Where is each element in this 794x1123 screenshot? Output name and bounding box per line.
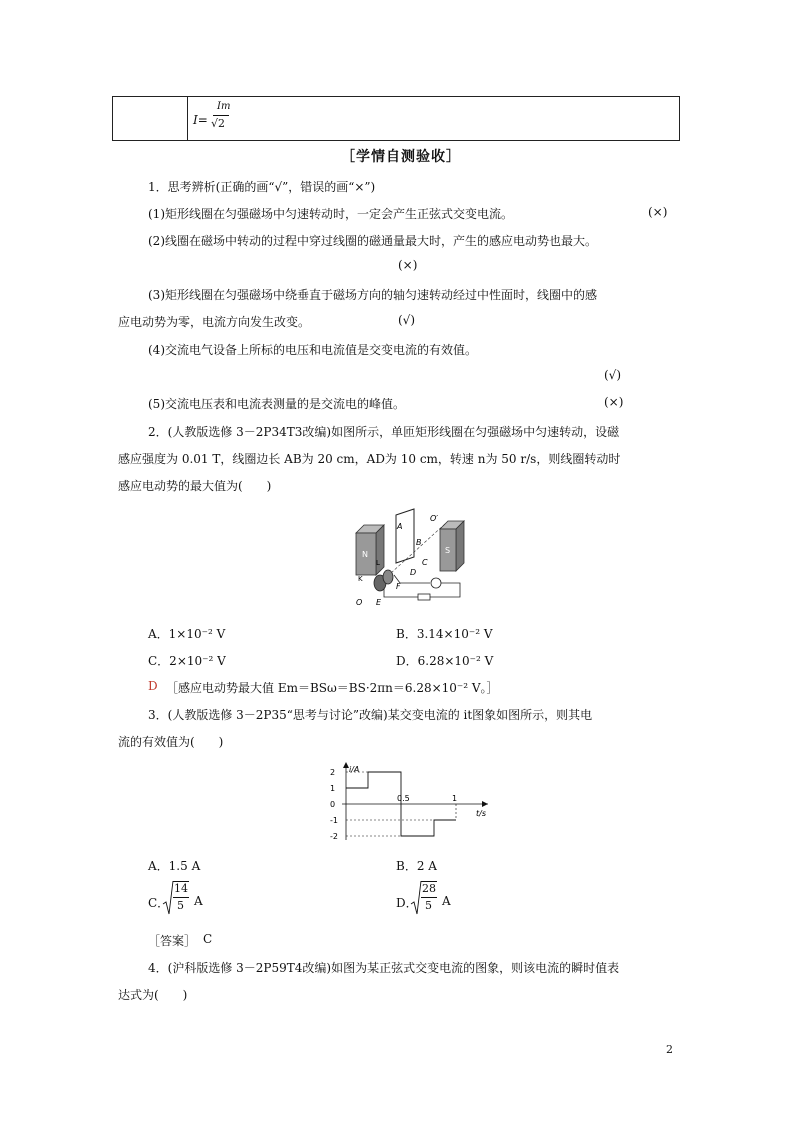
fraction-bar (213, 115, 229, 116)
q2-choice-b: B．3.14×10⁻² V (396, 627, 493, 641)
q1-mark-5: (×) (604, 395, 624, 409)
q3-choice-c-letter: C． (148, 896, 170, 910)
q1-mark-3: (√) (398, 313, 416, 327)
q1-mark-4: (√) (604, 368, 622, 382)
formula-denominator: √2 (211, 117, 226, 130)
y-tick-label: 2 (330, 768, 336, 777)
q2-line-2: 感应强度为 0.01 T，线圈边长 AB为 20 cm，AD为 10 cm，转速 n为 50 r/s，则线圈转动时 (118, 452, 621, 466)
q3-answer-value: C (203, 932, 213, 946)
label-D: D (410, 568, 417, 577)
q4-line-2: 达式为( ) (118, 988, 188, 1002)
q1-item-5: (5)交流电压表和电流表测量的是交流电的峰值。 (148, 397, 405, 411)
q2-answer-explanation: ［感应电动势最大值 Em＝BSω＝BS·2πn＝6.28×10⁻² V。］ (166, 681, 499, 695)
label-S: S (445, 546, 451, 555)
y-tick-label: -1 (330, 816, 338, 825)
section-title: ［学情自测验收］ (341, 149, 461, 165)
label-O: O (356, 598, 363, 607)
q3-line-1: 3．(人教版选修 3－2P35“思考与讨论”改编)某交变电流的 it图象如图所示，则其电 (148, 708, 593, 722)
label-C: C (422, 558, 428, 567)
q2-choice-a: A．1×10⁻² V (148, 627, 226, 641)
q1-item-4: (4)交流电气设备上所标的电压和电流值是交变电流的有效值。 (148, 343, 478, 357)
q1-item-3-cont: 应电动势为零，电流方向发生改变。 (118, 315, 311, 329)
fraction-bar (421, 897, 437, 898)
q2-line-3: 感应电动势的最大值为( ) (118, 479, 272, 493)
y-tick-label: 1 (330, 784, 336, 793)
q4-line-1: 4．(沪科版选修 3－2P59T4改编)如图为某正弦式交变电流的图象，则该电流的瞬时值表 (148, 961, 620, 975)
it-chart (326, 760, 494, 842)
y-axis-label: i/A (349, 765, 360, 774)
q1-item-1: (1)矩形线圈在匀强磁场中匀速转动时，一定会产生正弦式交变电流。 (148, 207, 514, 221)
x-tick-label: 1 (452, 794, 458, 803)
table-divider (187, 97, 188, 140)
q3-choice-c (148, 880, 208, 916)
q3-line-2: 流的有效值为( ) (118, 735, 224, 749)
label-E: E (376, 598, 382, 607)
label-B: B (416, 538, 422, 547)
label-F: F (396, 582, 401, 591)
q3-choice-d-denominator: 5 (425, 899, 432, 912)
q3-choice-d-letter: D． (396, 896, 418, 910)
q3-choice-c-numerator: 14 (174, 882, 188, 895)
q1-prompt: 1．思考辨析(正确的画“√”，错误的画“×”) (148, 180, 376, 194)
sqrt-sign-icon (410, 880, 422, 916)
generator-figure (350, 505, 470, 611)
q3-choice-d-unit: A (442, 894, 451, 908)
q3-choice-d-numerator: 28 (422, 882, 436, 895)
q3-answer-label: ［答案］ (148, 934, 197, 948)
q3-choice-a: A．1.5 A (148, 859, 201, 873)
formula-lhs: I= (193, 113, 208, 127)
y-tick-label: -2 (330, 832, 338, 841)
sqrt-sign-icon (162, 880, 174, 916)
x-tick-label: 0.5 (397, 794, 410, 803)
q3-choice-c-denominator: 5 (177, 899, 184, 912)
label-O-prime: O′ (430, 514, 439, 523)
q2-choice-c: C．2×10⁻² V (148, 654, 226, 668)
it-series (330, 768, 457, 841)
formula-table (112, 96, 680, 141)
label-L: L (376, 559, 380, 567)
q1-item-2: (2)线圈在磁场中转动的过程中穿过线圈的磁通量最大时，产生的感应电动势也最大。 (148, 234, 598, 248)
q1-mark-1: (×) (648, 205, 668, 219)
label-A: A (397, 522, 403, 531)
fraction-bar (173, 897, 189, 898)
q1-mark-2: (×) (398, 258, 418, 272)
label-N: N (362, 550, 368, 559)
q3-choice-d (396, 880, 456, 916)
y-tick-label: 0 (330, 800, 336, 809)
q2-line-1: 2．(人教版选修 3－2P34T3改编)如图所示，单匝矩形线圈在匀强磁场中匀速转动，设磁 (148, 425, 620, 439)
x-axis-arrow (482, 801, 488, 807)
q2-answer-letter: D (148, 679, 158, 693)
label-K: K (358, 575, 363, 583)
x-axis-label: t/s (476, 809, 486, 818)
q3-choice-b: B．2 A (396, 859, 437, 873)
q1-item-3: (3)矩形线圈在匀强磁场中绕垂直于磁场方向的轴匀速转动经过中性面时，线圈中的感 (148, 288, 598, 302)
q2-choice-d: D．6.28×10⁻² V (396, 654, 494, 668)
page-number: 2 (666, 1043, 673, 1056)
q3-choice-c-unit: A (194, 894, 203, 908)
formula-numerator: Im (217, 101, 231, 112)
